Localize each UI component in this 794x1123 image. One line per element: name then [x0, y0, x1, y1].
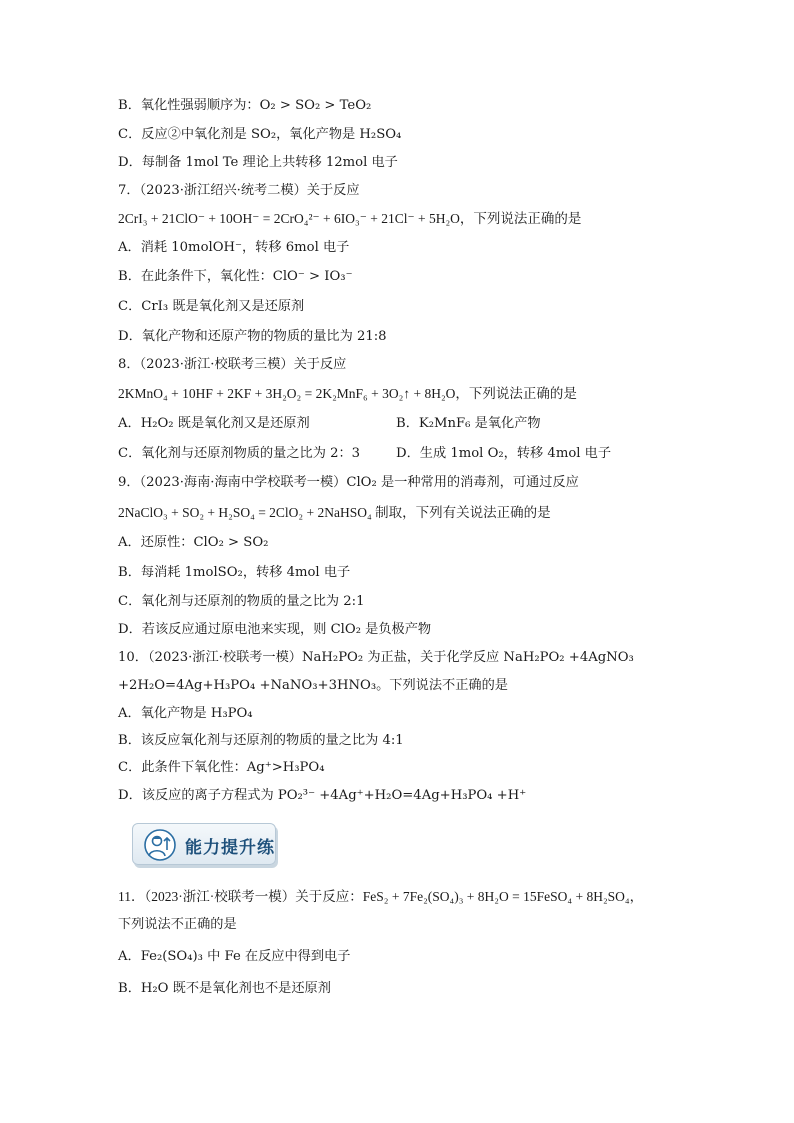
option-line: C．氧化剂与还原剂的物质的量之比为 2:1 — [118, 594, 365, 609]
option-line: C．反应②中氧化剂是 SO₂，氧化产物是 H₂SO₄ — [118, 127, 402, 142]
option-line: A．消耗 10molOH⁻，转移 6mol 电子 — [118, 240, 350, 255]
question-stem: +2H₂O=4Ag+H₃PO₄ +NaNO₃+3HNO₃。下列说法不正确的是 — [118, 678, 508, 693]
option-line: D．该反应的离子方程式为 PO₂³⁻ +4Ag⁺+H₂O=4Ag+H₃PO₄ +H⁺ — [118, 788, 527, 803]
question-stem: 下列说法不正确的是 — [118, 917, 237, 932]
question-stem: 8．（2023·浙江·校联考三模）关于反应 — [118, 357, 347, 372]
option-line: D．氧化产物和还原产物的物质的量比为 21:8 — [118, 329, 387, 344]
equation-line: 2KMnO₄ + 10HF + 2KF + 3H₂O₂ = 2K₂MnF₆ + 3O₂↑ + 8H₂O，下列说法正确的是 — [118, 386, 577, 401]
option-line: B．H₂O 既不是氧化剂也不是还原剂 — [118, 981, 331, 996]
option-line: C．此条件下氧化性：Ag⁺>H₃PO₄ — [118, 760, 325, 775]
option-line: B．K₂MnF₆ 是氧化产物 — [396, 416, 541, 431]
option-line: A．H₂O₂ 既是氧化剂又是还原剂 — [118, 416, 310, 431]
banner-box — [132, 823, 276, 865]
option-line: C．氧化剂与还原剂物质的量之比为 2：3 — [118, 446, 361, 461]
question-stem: 9．（2023·海南·海南中学校联考一模）ClO₂ 是一种常用的消毒剂，可通过反应 — [118, 475, 579, 490]
option-line: A．Fe₂(SO₄)₃ 中 Fe 在反应中得到电子 — [118, 949, 351, 964]
option-line: A．氧化产物是 H₃PO₄ — [118, 706, 253, 721]
question-stem: 10．（2023·浙江·校联考一模）NaH₂PO₂ 为正盐，关于化学反应 NaH₂PO₂ +4AgNO₃ — [118, 650, 634, 665]
option-line: C．CrI₃ 既是氧化剂又是还原剂 — [118, 299, 305, 314]
equation-line: 2CrI₃ + 21ClO⁻ + 10OH⁻ = 2CrO₄²⁻ + 6IO₃⁻ + 21Cl⁻ + 5H₂O，下列说法正确的是 — [118, 211, 582, 226]
option-line: B．每消耗 1molSO₂，转移 4mol 电子 — [118, 565, 351, 580]
question-stem: 7．（2023·浙江绍兴·统考二模）关于反应 — [118, 183, 360, 198]
option-line: A．还原性：ClO₂ > SO₂ — [118, 535, 269, 550]
option-line: D．生成 1mol O₂，转移 4mol 电子 — [396, 446, 612, 461]
equation-line: 2NaClO₃ + SO₂ + H₂SO₄ = 2ClO₂ + 2NaHSO₄ 制取，下列有关说法正确的是 — [118, 505, 551, 520]
option-line: D．每制备 1mol Te 理论上共转移 12mol 电子 — [118, 155, 398, 170]
engineer-icon — [143, 828, 177, 862]
section-banner — [126, 817, 282, 871]
option-line: D．若该反应通过原电池来实现，则 ClO₂ 是负极产物 — [118, 622, 432, 637]
question-stem: 11．（2023·浙江·校联考一模）关于反应：FeS₂ + 7Fe₂(SO₄)₃ + 8H₂O = 15FeSO₄ + 8H₂SO₄， — [118, 889, 644, 904]
option-line: B．在此条件下，氧化性：ClO⁻ > IO₃⁻ — [118, 269, 353, 284]
option-line: B．氧化性强弱顺序为：O₂ > SO₂ > TeO₂ — [118, 98, 372, 113]
option-line: B．该反应氧化剂与还原剂的物质的量之比为 4:1 — [118, 733, 404, 748]
banner-title: 能力提升练 — [185, 838, 275, 858]
